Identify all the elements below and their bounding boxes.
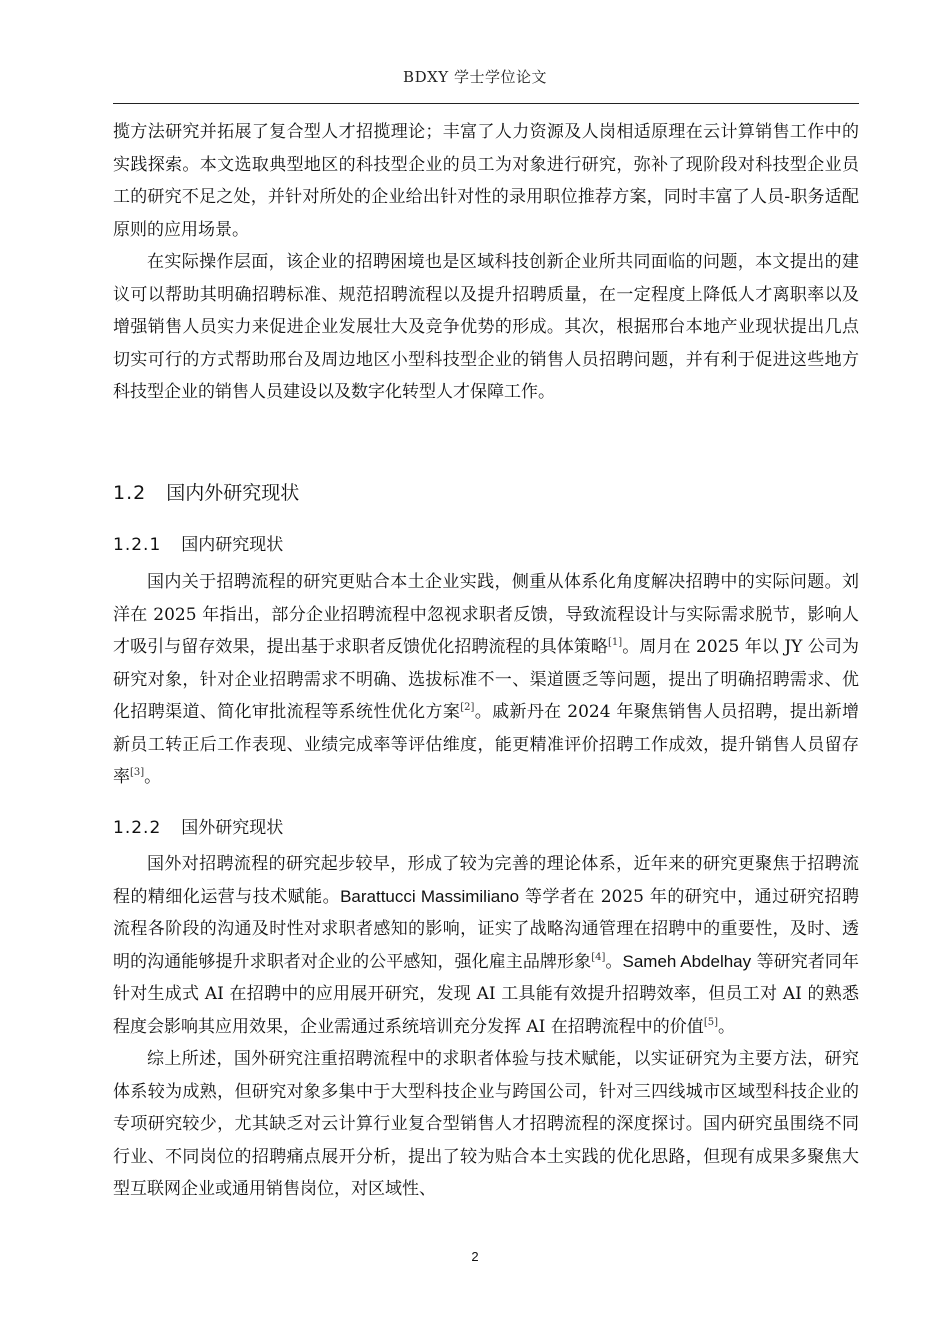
author-name: Sameh Abdelhay (622, 951, 752, 971)
section-title: 国内外研究现状 (166, 482, 300, 504)
section-heading-1-2-1 (113, 530, 283, 555)
section-number: 1.2.2 (113, 818, 162, 838)
intro-block (113, 116, 859, 409)
citation: [2] (460, 702, 475, 713)
section-title: 国外研究现状 (181, 818, 284, 838)
author-name: Barattucci Massimiliano (340, 886, 520, 906)
citation: [4] (591, 951, 606, 963)
section-heading-1-2-2 (113, 813, 283, 838)
paragraph: 在实际操作层面，该企业的招聘困境也是区域科技创新企业所共同面临的问题，本文提出的建议可以帮助其明确招聘标准、规范招聘流程以及提升招聘质量，在一定程度上降低人才离职率以及增强销售人员实力来促进企业发展壮大及竞争优势的形成。其次，根据邢台本地产业现状提出几点切实可行的方式帮助邢台及周边地区小型科技型企业的销售人员招聘问题，并有利于促进这些地方科技型企业的销售人员建设以及数字化转型人才保障工作。 (113, 252, 859, 402)
section-heading-1-2 (113, 478, 299, 505)
running-header: BDXY 学士学位论文 (403, 68, 547, 86)
text-run: 。戚新丹在 2024 年聚焦销售人员招聘，提出新增新员工转正后工作表现、业绩完成率等评估维度，能更精准评价招聘工作成效，提升销售人员留存率 (113, 702, 860, 787)
paragraph: 揽方法研究并拓展了复合型人才招揽理论；丰富了人力资源及人岗相适原理在云计算销售工作中的实践探索。本文选取典型地区的科技型企业的员工为对象进行研究，弥补了现阶段对科技型企业员工的研究不足之处，并针对所处的企业给出针对性的录用职位推荐方案，同时丰富了人员-职务适配原则的应用场景。 (113, 122, 859, 240)
foreign-research-block (113, 848, 859, 1206)
paragraph: 综上所述，国外研究注重招聘流程中的求职者体验与技术赋能，以实证研究为主要方法，研究体系较为成熟，但研究对象多集中于大型科技企业与跨国公司，针对三四线城市区域型科技企业的专项研究较少，尤其缺乏对云计算行业复合型销售人才招聘流程的深度探讨。国内研究虽围绕不同行业、不同岗位的招聘痛点展开分析，提出了较为贴合本土实践的优化思路，但现有成果多聚焦大型互联网企业或通用销售岗位，对区域性、 (113, 1049, 859, 1199)
page-number: 2 (471, 1249, 479, 1264)
text-run: 。 (717, 1016, 735, 1037)
text-run: 等研究者同年针对生成式 AI 在招聘中的应用展开研究，发现 AI 工具能有效提升招聘效率，但员工对 AI 的熟悉程度会影响其应用效果，企业需通过系统培训充分发挥 AI 在招聘流程中的价值 (113, 951, 860, 1037)
section-title: 国内研究现状 (181, 535, 284, 555)
domestic-research-block (113, 566, 859, 794)
text-run: 国内关于招聘流程的研究更贴合本土企业实践，侧重从体系化角度解决招聘中的实际问题。刘洋在 2025 年指出，部分企业招聘流程中忽视求职者反馈，导致流程设计与实际需求脱节，影响人才吸引与留存效果，提出基于求职者反馈优化招聘流程的具体策略 (113, 572, 859, 657)
paragraph (113, 566, 859, 794)
section-number: 1.2 (113, 482, 147, 504)
text-run: 。周月在 2025 年以 JY 公司为研究对象，针对企业招聘需求不明确、选拔标准不一、渠道匮乏等问题，提出了明确招聘需求、优化招聘渠道、简化审批流程等系统性优化方案 (113, 637, 860, 722)
paragraph (113, 848, 859, 1043)
text-run: 。 (605, 951, 623, 972)
citation: [5] (703, 1016, 718, 1028)
citation: [1] (608, 637, 623, 648)
header-rule (113, 103, 859, 104)
text-run: 国外对招聘流程的研究起步较早，形成了较为完善的理论体系，近年来的研究更聚焦于招聘流程的精细化运营与技术赋能。 (113, 854, 859, 907)
text-run: 等学者在 2025 年的研究中，通过研究招聘流程各阶段的沟通及时性对求职者感知的影响，证实了战略沟通管理在招聘中的重要性，及时、透明的沟通能够提升求职者对企业的公平感知，强化雇主品牌形象 (113, 886, 859, 972)
text-run: 。 (144, 767, 162, 787)
citation: [3] (130, 767, 145, 778)
section-number: 1.2.1 (113, 535, 162, 555)
